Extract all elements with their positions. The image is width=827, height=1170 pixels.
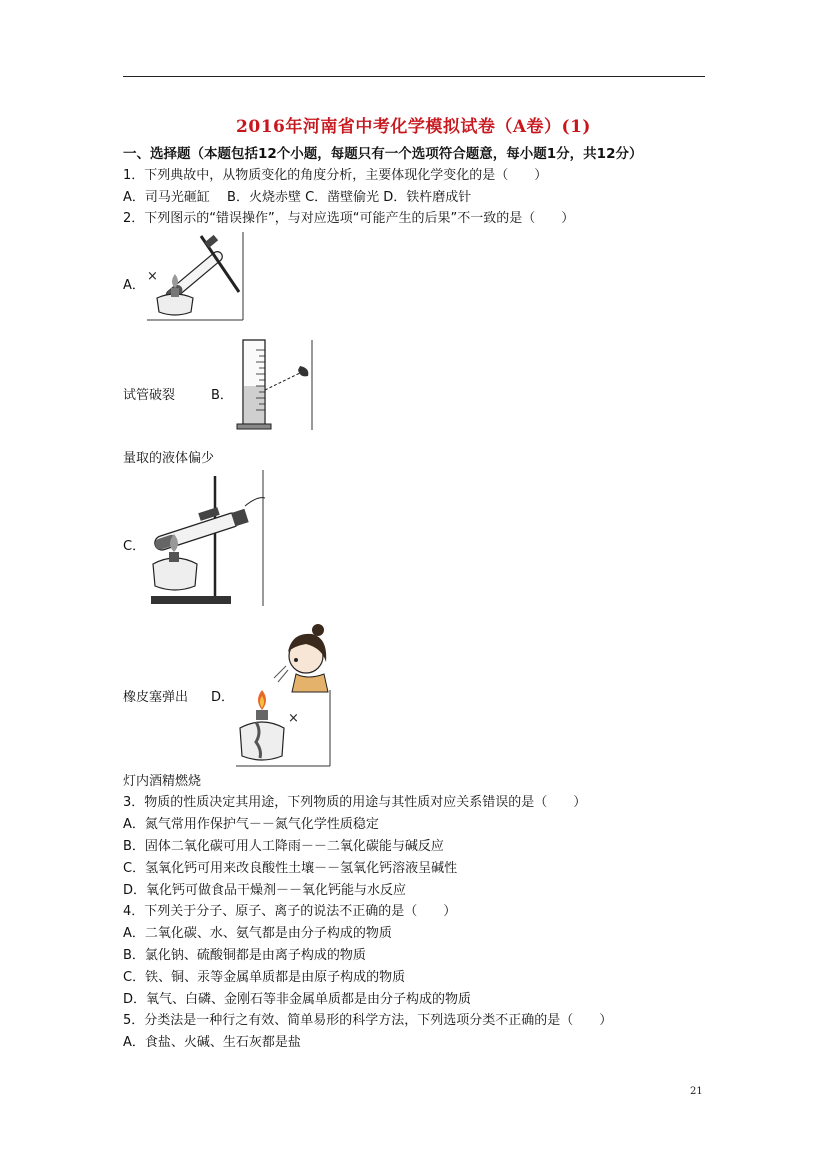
question-4-stem: 4．下列关于分子、原子、离子的说法不正确的是（ ）: [123, 904, 457, 919]
question-5-option-a: A．食盐、火碱、生石灰都是盐: [123, 1035, 301, 1050]
blowing-out-lamp-figure: [234, 622, 334, 768]
question-2-option-b-label: B．: [211, 388, 233, 403]
page-number: 21: [690, 1086, 703, 1097]
question-1-options: A．司马光砸缸 B．火烧赤壁 C．凿壁偷光 D．铁杵磨成针: [123, 190, 472, 205]
question-2-option-c-result: 橡皮塞弹出: [123, 690, 189, 705]
question-4-option-b: B．氯化钠、硫酸铜都是由离子构成的物质: [123, 948, 366, 963]
question-4-option-c: C．铁、铜、汞等金属单质都是由原子构成的物质: [123, 970, 406, 985]
test-tube-heating-figure: [145, 230, 247, 322]
question-2-option-d-label: D．: [211, 690, 235, 705]
question-3-option-a: A．氮气常用作保护气－－氮气化学性质稳定: [123, 817, 379, 832]
question-2-option-c-label: C．: [123, 539, 146, 554]
question-2-option-b-result: 量取的液体偏少: [123, 451, 215, 466]
question-4-option-a: A．二氧化碳、水、氨气都是由分子构成的物质: [123, 926, 392, 941]
question-5-stem: 5．分类法是一种行之有效、简单易形的科学方法，下列选项分类不正确的是（ ）: [123, 1013, 613, 1028]
header-rule: [123, 76, 705, 77]
exam-title: 2016年河南省中考化学模拟试卷（A卷）(1): [236, 117, 591, 137]
question-2-option-d-result: 灯内酒精燃烧: [123, 774, 202, 789]
iron-stand-heating-figure: [145, 468, 267, 608]
graduated-cylinder-figure: [236, 338, 316, 432]
question-2-option-a-result: 试管破裂: [123, 388, 176, 403]
section-heading: 一、选择题（本题包括12个小题，每题只有一个选项符合题意，每小题1分，共12分）: [123, 146, 643, 162]
svg-text:×: ×: [147, 269, 158, 284]
question-3-option-d: D．氧化钙可做食品干燥剂－－氧化钙能与水反应: [123, 883, 407, 898]
question-3-option-b: B．固体二氧化碳可用人工降雨－－二氧化碳能与碱反应: [123, 839, 444, 854]
question-1-stem: 1．下列典故中，从物质变化的角度分析，主要体现化学变化的是（ ）: [123, 168, 548, 183]
question-2-option-a-label: A．: [123, 278, 145, 293]
svg-text:×: ×: [288, 711, 299, 726]
question-3-stem: 3．物质的性质决定其用途，下列物质的用途与其性质对应关系错误的是（ ）: [123, 795, 587, 810]
question-2-stem: 2．下列图示的“错误操作”，与对应选项“可能产生的后果”不一致的是（ ）: [123, 211, 575, 226]
question-4-option-d: D．氧气、白磷、金刚石等非金属单质都是由分子构成的物质: [123, 992, 472, 1007]
question-3-option-c: C．氢氧化钙可用来改良酸性土壤－－氢氧化钙溶液呈碱性: [123, 861, 458, 876]
